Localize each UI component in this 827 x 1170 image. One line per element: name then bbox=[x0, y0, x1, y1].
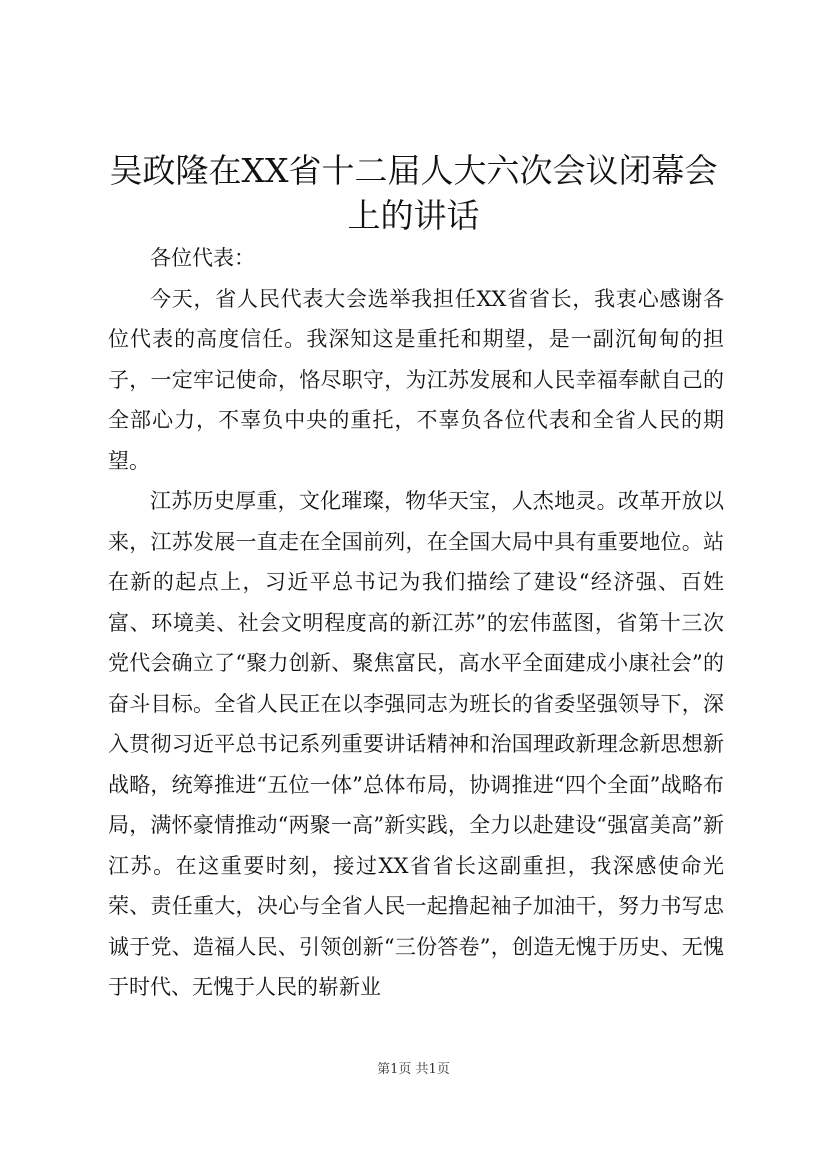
body-paragraph: 今天，省人民代表大会选举我担任XX省省长，我衷心感谢各位代表的高度信任。我深知这是重托和期望，是一副沉甸甸的担子，一定牢记使命，恪尽职守，为江苏发展和人民幸福奉献自己的全部心力，不辜负中央的重托，不辜负各位代表和全省人民的期望。 bbox=[108, 286, 724, 473]
document-title: 吴政隆在XX省十二届人大六次会议闭幕会上的讲话 bbox=[109, 151, 718, 235]
page-number-footer: 第1页 共1页 bbox=[377, 1062, 450, 1077]
document-body bbox=[108, 238, 724, 1008]
salutation-paragraph: 各位代表： bbox=[150, 246, 255, 270]
body-paragraph: 江苏历史厚重，文化璀璨，物华天宝，人杰地灵。改革开放以来，江苏发展一直走在全国前列，在全国大局中具有重要地位。站在新的起点上，习近平总书记为我们描绘了建设“经济强、百姓富、环境美、社会文明程度高的新江苏”的宏伟蓝图，省第十三次党代会确立了“聚力创新、聚焦富民，高水平全面建成小康社会”的奋斗目标。全省人民正在以李强同志为班长的省委坚强领导下，深入贯彻习近平总书记系列重要讲话精神和治国理政新理念新思想新战略，统筹推进“五位一体”总体布局，协调推进“四个全面”战略布局，满怀豪情推动“两聚一高”新实践，全力以赴建设“强富美高”新江苏。在这重要时刻，接过XX省省长这副重担，我深感使命光荣、责任重大，决心与全省人民一起撸起袖子加油干，努力书写忠诚于党、造福人民、引领创新“三份答卷”，创造无愧于历史、无愧于时代、无愧于人民的崭新业 bbox=[108, 489, 724, 999]
